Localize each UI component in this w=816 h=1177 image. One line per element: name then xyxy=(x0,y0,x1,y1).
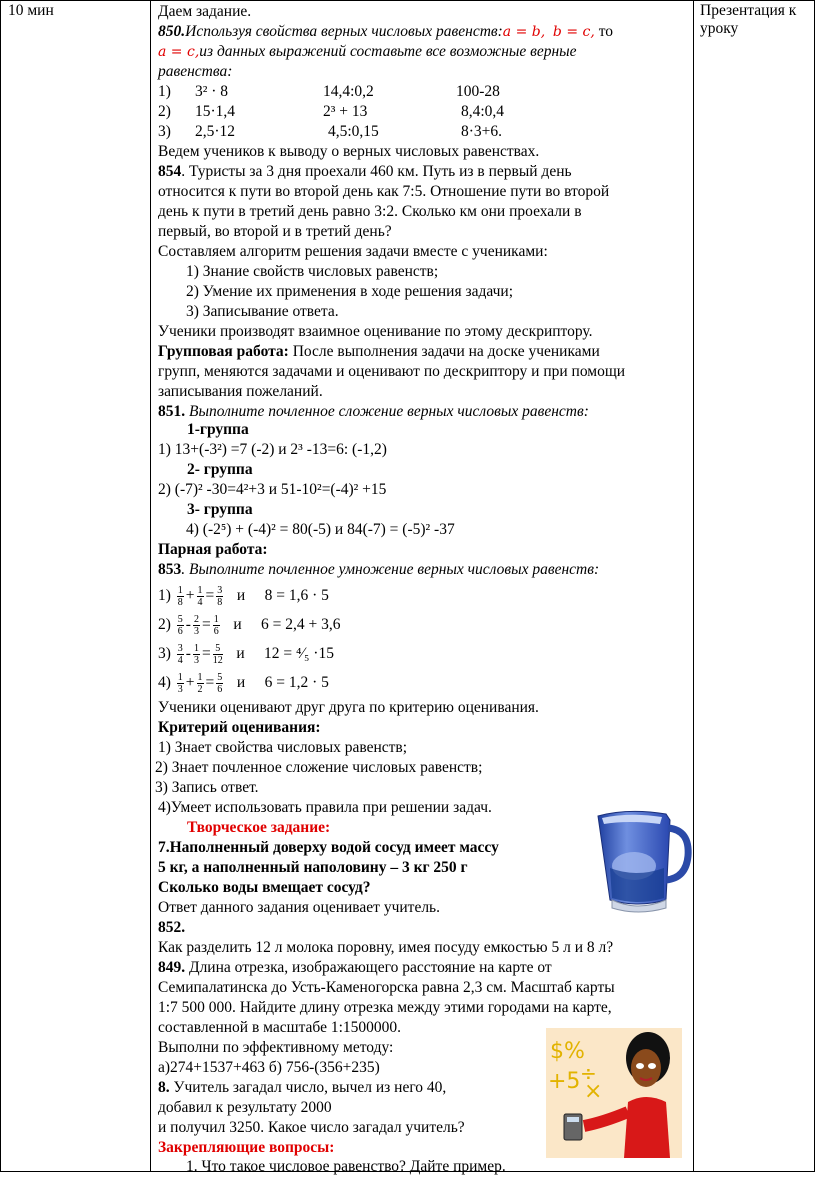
group-1-label: 1-группа xyxy=(187,421,249,438)
task-854-text: день к пути в третий день равно 3:2. Сколько км они проехали в xyxy=(158,203,582,220)
creative-task-heading: Творческое задание: xyxy=(187,819,331,836)
svg-text:×: × xyxy=(584,1079,603,1104)
task-849-text: Семипалатинска до Усть-Каменогорска равна 2,3 см. Масштаб карты xyxy=(158,979,615,996)
task-8: 8. Учитель загадал число, вычел из него 40, xyxy=(158,1079,447,1096)
lead-out: Ведем учеников к выводу о верных числовых равенствах. xyxy=(158,143,540,160)
task-854-text: относится к пути во второй день как 7:5. Отношение пути во второй xyxy=(158,183,610,200)
teacher-calculator-image xyxy=(544,1022,684,1162)
svg-text:$%: $% xyxy=(550,1039,585,1064)
water-jug-image xyxy=(588,808,694,916)
fraction-row: 4) $\frac{1}{3}$ + $\frac{1}{2}$ = $\frac{5}{6}$ и 6 = 1,2 · 5 xyxy=(158,671,329,695)
group-work-text: групп, меняются задачами и оценивают по дескриптору и при помощи xyxy=(158,363,626,380)
mutual-evaluation: Ученики производят взаимное оценивание по этому дескриптору. xyxy=(158,323,593,340)
task-number: 850. xyxy=(158,23,186,40)
algorithm-step: 1) Знание свойств числовых равенств; xyxy=(186,263,439,280)
task-8-text: и получил 3250. Какое число загадал учитель? xyxy=(158,1119,465,1136)
expression-row: 1) 3² · 8 14,4:0,2 100-28 xyxy=(158,83,500,100)
teacher-evaluation: Ответ данного задания оценивает учитель. xyxy=(158,899,440,916)
task-852-number: 852. xyxy=(158,919,186,936)
question: 1. Что такое числовое равенство? Дайте пример. xyxy=(186,1158,506,1175)
group-2-label: 2- группа xyxy=(187,461,253,478)
time-cell: 10 мин xyxy=(8,2,54,19)
fraction-row: 1) $\frac{1}{8}$ + $\frac{1}{4}$ = $\frac{3}{8}$ и 8 = 1,6 · 5 xyxy=(158,584,329,608)
criterion: 4)Умеет использовать правила при решении задач. xyxy=(158,799,492,816)
task-850-header: 850.Используя свойства верных числовых равенств:a = b, b = c, то xyxy=(158,23,614,40)
effective-method: Выполни по эффективному методу: xyxy=(158,1039,394,1056)
svg-text:÷: ÷ xyxy=(580,1061,597,1085)
criterion: 3) Запись ответ. xyxy=(155,779,259,796)
algorithm-heading: Составляем алгоритм решения задачи вместе с учениками: xyxy=(158,243,548,260)
task-850-text: равенства: xyxy=(158,63,233,80)
resource-cell: Презентация к уроку xyxy=(700,2,797,37)
expression-row: 2) 15·1,4 2³ + 13 8,4:0,4 xyxy=(158,103,505,120)
task-854-text: первый, во второй и в третий день? xyxy=(158,223,392,240)
svg-text:+5: +5 xyxy=(548,1069,581,1094)
pair-work: Парная работа: xyxy=(158,541,268,558)
group-1-equation: 1) 13+(-3²) =7 (-2) и 2³ -13=6: (-1,2) xyxy=(158,441,387,458)
task-850-text: a = c,из данных выражений составьте все возможные верные xyxy=(158,43,577,60)
reinforcement-heading: Закрепляющие вопросы: xyxy=(158,1139,335,1156)
fraction-row: 2) $\frac{5}{6}$ - $\frac{2}{3}$ = $\frac{1}{6}$ и 6 = 2,4 + 3,6 xyxy=(158,613,341,637)
group-3-label: 3- группа xyxy=(187,501,253,518)
task-8-text: добавил к результату 2000 xyxy=(158,1099,332,1116)
group-work-text: записывания пожеланий. xyxy=(158,383,323,400)
algorithm-step: 2) Умение их применения в ходе решения задачи; xyxy=(186,283,514,300)
algorithm-step: 3) Записывание ответа. xyxy=(186,303,339,320)
fraction-row: 3) $\frac{3}{4}$ - $\frac{1}{3}$ = $\frac{5}{12}$ и 12 = ⁴⁄₅ ·15 xyxy=(158,642,334,666)
peer-evaluation: Ученики оценивают друг друга по критерию оценивания. xyxy=(158,699,539,716)
task-854: 854. Туристы за 3 дня проехали 460 км. Путь из в первый день xyxy=(158,163,572,180)
task-849-text: 1:7 500 000. Найдите длину отрезка между этими городами на карте, xyxy=(158,999,612,1016)
task-849: 849. Длина отрезка, изображающего расстояние на карте от xyxy=(158,959,552,976)
effective-expressions: а)274+1537+463 б) 756-(356+235) xyxy=(158,1059,380,1076)
group-3-equation: 4) (-2⁵) + (-4)² = 80(-5) и 84(-7) = (-5)² -37 xyxy=(186,521,455,538)
expression-row: 3) 2,5·12 4,5:0,15 8·3+6. xyxy=(158,123,503,140)
task-7: 7.Наполненный доверху водой сосуд имеет массу xyxy=(158,839,499,856)
criterion: 2) Знает почленное сложение числовых равенств; xyxy=(155,759,483,776)
column-divider xyxy=(150,1,151,1171)
task-851: 851. Выполните почленное сложение верных числовых равенств: xyxy=(158,403,589,420)
task-7-text: 5 кг, а наполненный наполовину – 3 кг 250 г xyxy=(158,859,468,876)
task-7-text: Сколько воды вмещает сосуд? xyxy=(158,879,371,896)
group-2-equation: 2) (-7)² -30=4²+3 и 51-10²=(-4)² +15 xyxy=(158,481,387,498)
task-853: 853. Выполните почленное умножение верных числовых равенств: xyxy=(158,561,600,578)
criteria-heading: Критерий оценивания: xyxy=(158,719,321,736)
column-divider xyxy=(693,1,694,1171)
task-852: Как разделить 12 л молока поровну, имея посуду емкостью 5 л и 8 л? xyxy=(158,939,614,956)
group-work: Групповая работа: После выполнения задачи на доске учениками xyxy=(158,343,600,360)
task-849-text: составленной в масштабе 1:1500000. xyxy=(158,1019,402,1036)
criterion: 1) Знает свойства числовых равенств; xyxy=(158,739,408,756)
give-task: Даем задание. xyxy=(158,3,252,20)
